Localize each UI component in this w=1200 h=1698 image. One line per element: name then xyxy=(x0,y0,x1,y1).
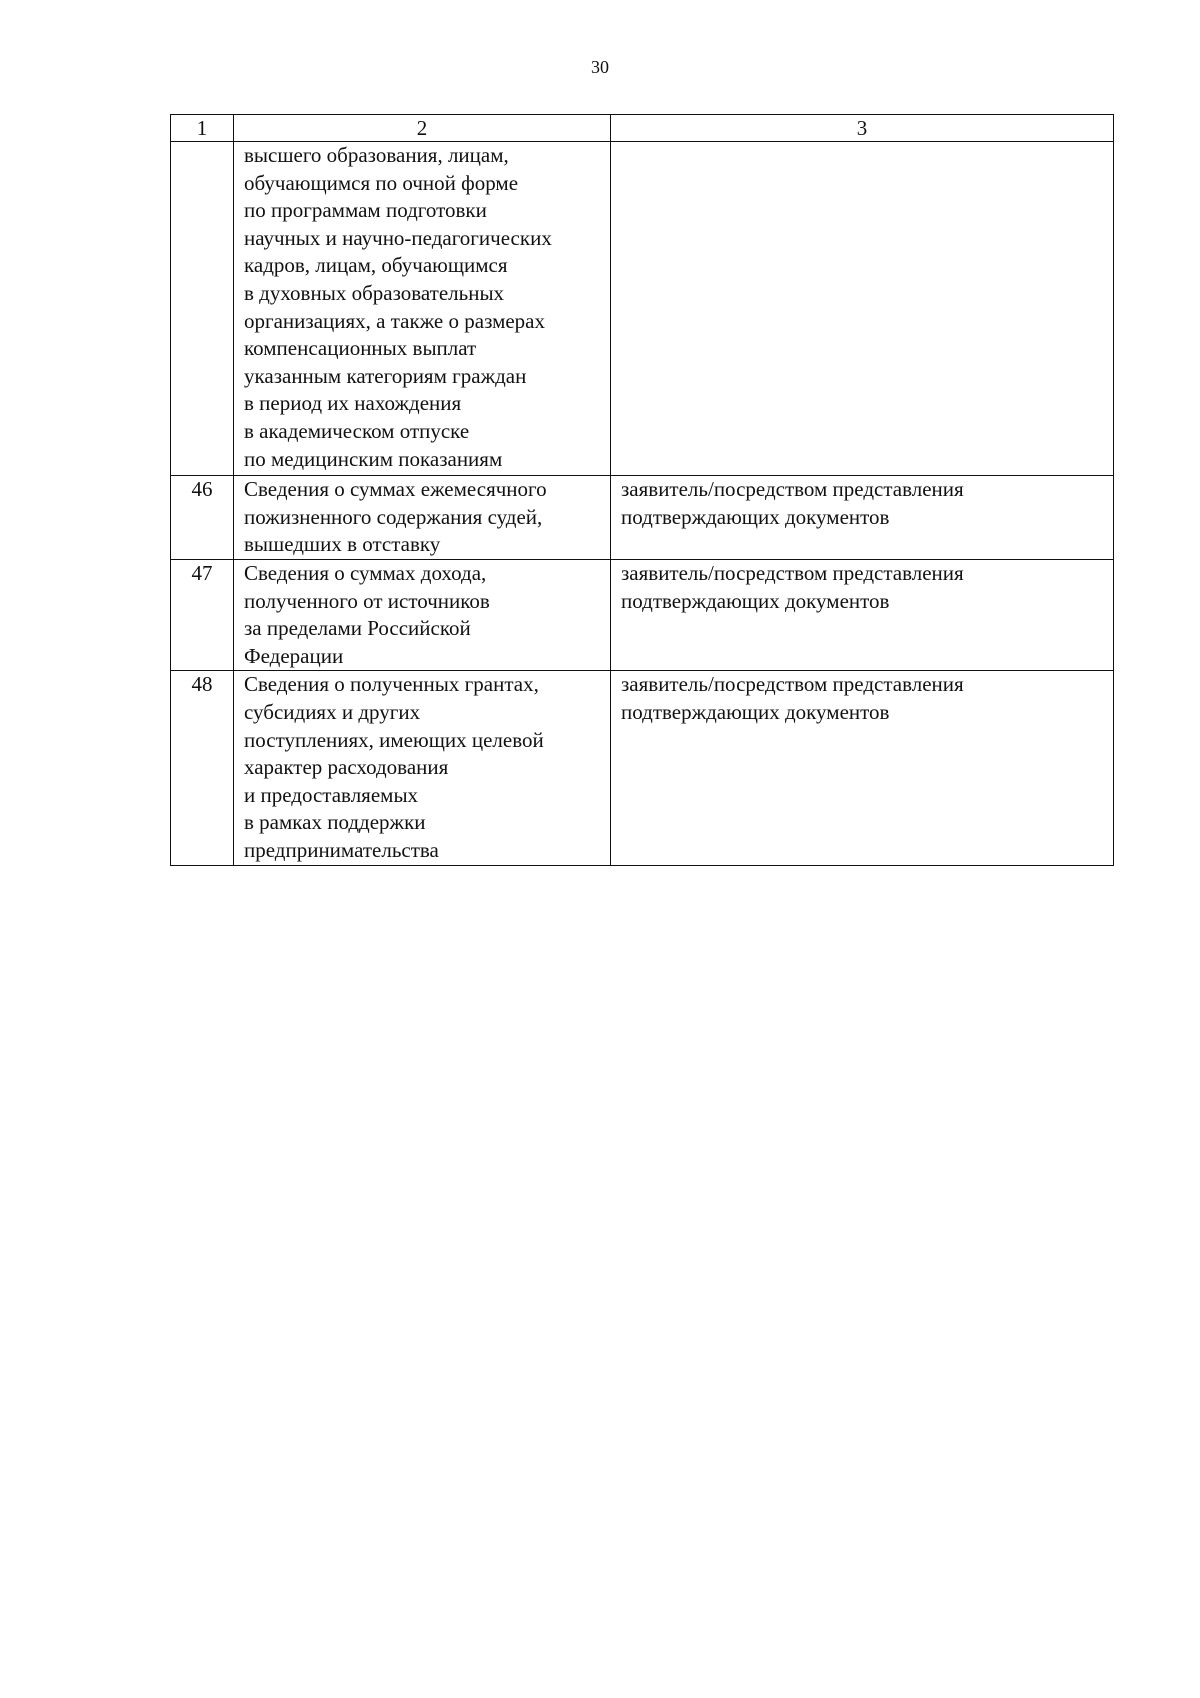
description-line: указанным категориям граждан xyxy=(244,363,527,388)
description-line: в период их нахождения xyxy=(244,391,462,416)
source-line: подтверждающих документов xyxy=(621,504,890,529)
source-line: подтверждающих документов xyxy=(621,588,890,613)
column-header-2: 2 xyxy=(234,115,611,142)
description-line: субсидиях и других xyxy=(244,699,421,724)
description-line: в академическом отпуске xyxy=(244,418,470,443)
table-row xyxy=(171,671,1114,865)
description-line: в духовных образовательных xyxy=(244,280,505,305)
source-line: заявитель/посредством представления xyxy=(621,477,964,501)
description-line: Сведения о суммах ежемесячного xyxy=(244,477,547,501)
source-cell xyxy=(611,671,1114,865)
description-cell xyxy=(234,142,611,476)
source-cell xyxy=(611,560,1114,671)
description-line: Сведения о суммах дохода, xyxy=(244,561,487,585)
description-line: в рамках поддержки xyxy=(244,810,426,835)
row-number-cell: 48 xyxy=(171,671,234,865)
description-line: Сведения о полученных грантах, xyxy=(244,672,539,697)
description-line: за пределами Российской xyxy=(244,616,471,641)
description-line: высшего образования, лицам, xyxy=(244,143,509,167)
description-line: Федерации xyxy=(244,643,344,668)
description-line: и предоставляемых xyxy=(244,782,419,807)
description-line: научных и научно-педагогических xyxy=(244,225,552,250)
table-row xyxy=(171,476,1114,560)
description-line: кадров, лицам, обучающимся xyxy=(244,253,508,278)
description-line: компенсационных выплат xyxy=(244,336,477,361)
description-line: организациях, а также о размерах xyxy=(244,308,545,333)
source-cell xyxy=(611,142,1114,476)
source-cell xyxy=(611,476,1114,560)
source-line: подтверждающих документов xyxy=(621,699,890,724)
table-row xyxy=(171,142,1114,476)
row-number-cell: 46 xyxy=(171,476,234,560)
description-line: пожизненного содержания судей, xyxy=(244,504,543,529)
description-line: вышедших в отставку xyxy=(244,532,441,557)
table-row xyxy=(171,560,1114,671)
description-cell xyxy=(234,671,611,865)
column-header-1: 1 xyxy=(171,115,234,142)
description-line: характер расходования xyxy=(244,755,449,780)
source-line: заявитель/посредством представления xyxy=(621,672,964,697)
page-number: 30 xyxy=(591,57,609,77)
description-line: предпринимательства xyxy=(244,837,439,862)
source-line: заявитель/посредством представления xyxy=(621,561,964,585)
description-line: обучающимся по очной форме xyxy=(244,170,519,195)
description-line: по программам подготовки xyxy=(244,198,487,223)
description-cell xyxy=(234,476,611,560)
description-cell xyxy=(234,560,611,671)
row-number-cell: 47 xyxy=(171,560,234,671)
document-table xyxy=(170,114,1114,866)
description-line: полученного от источников xyxy=(244,588,490,613)
row-number-cell xyxy=(171,142,234,476)
description-line: по медицинским показаниям xyxy=(244,446,503,471)
description-line: поступлениях, имеющих целевой xyxy=(244,727,544,752)
table-header-row xyxy=(171,115,1114,142)
column-header-3: 3 xyxy=(611,115,1114,142)
